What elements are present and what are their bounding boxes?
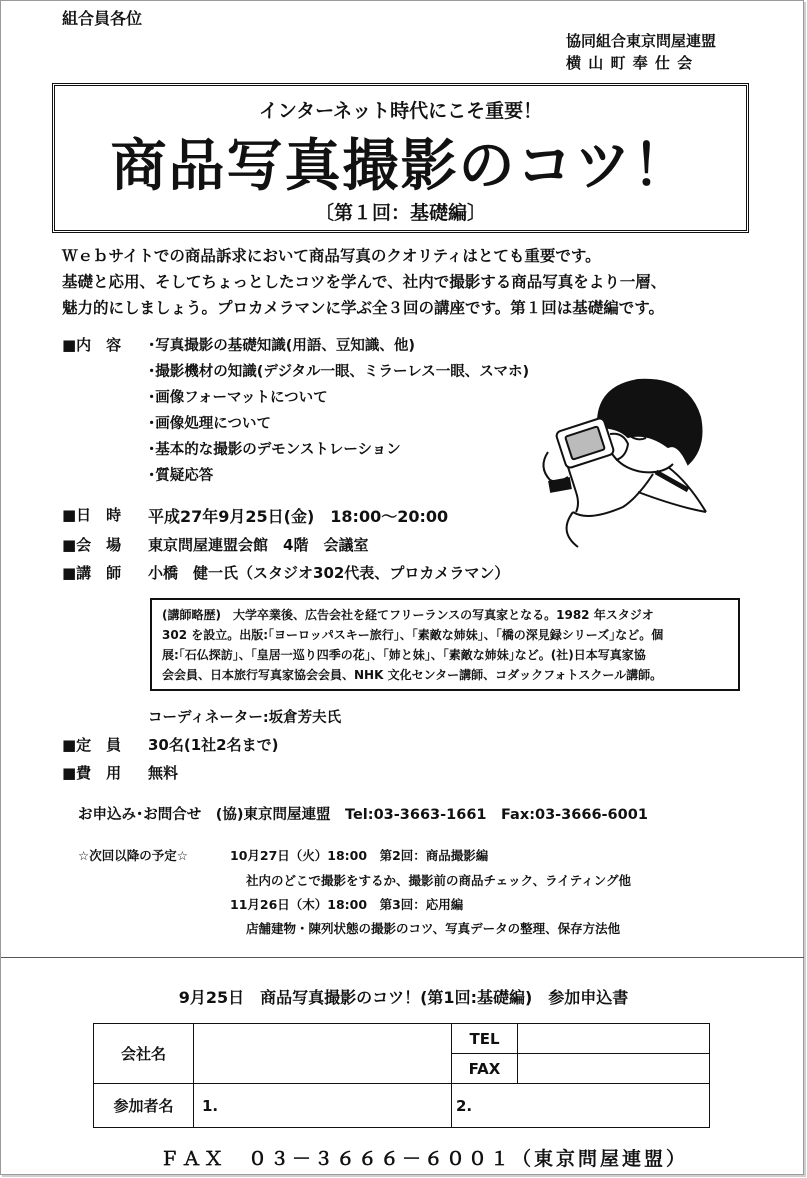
contents-item: ･質疑応答: [148, 468, 214, 484]
lecturer-bio: [150, 598, 740, 691]
organizer-name: 協同組合東京問屋連盟: [566, 32, 717, 50]
participant-2-input[interactable]: 2.: [452, 1084, 710, 1128]
contact-info: お申込み･お問合せ (協)東京問屋連盟 Tel:03-3663-1661 Fax:03-3666-6001: [78, 807, 648, 823]
bio-line: 展:｢石仏探訪｣、｢皇居一巡り四季の花｣、｢姉と妹｣、｢素敵な姉妹｣など。(社)日本写真家協: [162, 648, 646, 662]
bio-line: (講師略歴) 大学卒業後、広告会社を経てフリーランスの写真家となる。1982 年スタジオ: [162, 608, 654, 622]
capacity-value: 30名(1社2名まで): [148, 736, 279, 754]
form-title: 9月25日 商品写真撮影のコツ！(第1回:基礎編) 参加申込書: [178, 988, 629, 1007]
fax-footer: ＦＡＸ ０３－３６６６－６００１（東京問屋連盟）: [160, 1148, 689, 1170]
tel-label: TEL: [452, 1024, 518, 1054]
participant-label: 参加者名: [94, 1084, 194, 1128]
fax-input[interactable]: [518, 1054, 710, 1084]
contents-item: ･画像処理について: [148, 416, 271, 432]
addressee: 組合員各位: [62, 9, 143, 28]
fee-label: ■費 用: [62, 764, 122, 782]
schedule-label: ☆次回以降の予定☆: [78, 848, 188, 863]
session2-desc: 社内のどこで撮影をするか、撮影前の商品チェック、ライティング他: [246, 873, 632, 888]
bio-line: 会会員、日本旅行写真家協会会員、NHK 文化センター講師、コダックフォトスクール講師。: [162, 668, 663, 682]
main-title: 商品写真撮影のコツ！: [110, 134, 691, 199]
coordinator: コーディネーター:坂倉芳夫氏: [148, 710, 342, 726]
title-subheading: インターネット時代にこそ重要！: [258, 100, 543, 122]
contents-item: ･基本的な撮影のデモンストレーション: [148, 442, 401, 458]
company-input[interactable]: [194, 1024, 452, 1084]
lecturer-label: ■講 師: [62, 564, 122, 582]
session3-date: 11月26日（木）18:00 第3回：応用編: [230, 897, 464, 912]
capacity-label: ■定 員: [62, 736, 122, 754]
contents-item: ･撮影機材の知識(デジタル一眼、ミラーレス一眼、スマホ): [148, 364, 530, 380]
cut-line: [1, 957, 804, 958]
session2-date: 10月27日（火）18:00 第2回：商品撮影編: [230, 848, 489, 863]
title-edition: 〔第１回：基礎編〕: [314, 202, 486, 224]
title-box: [52, 83, 749, 233]
intro-line: 魅力的にしましょう。プロカメラマンに学ぶ全３回の講座です。第１回は基礎編です。: [62, 299, 665, 317]
participant-1-input[interactable]: 1.: [194, 1084, 452, 1128]
tel-input[interactable]: [518, 1024, 710, 1054]
intro-line: 基礎と応用、そしてちょっとしたコツを学んで、社内で撮影する商品写真をより一層、: [62, 273, 667, 291]
intro-text: [62, 243, 666, 321]
application-form: [93, 1023, 710, 1128]
fax-label: FAX: [452, 1054, 518, 1084]
contents-label: ■内 容: [62, 336, 122, 354]
photographer-icon: [543, 380, 706, 547]
contents-item: ･写真撮影の基礎知識(用語、豆知識、他): [148, 338, 416, 354]
organizer-group: 横 山 町 奉 仕 会: [566, 54, 694, 72]
intro-line: Ｗｅｂサイトでの商品訴求において商品写真のクオリティはとても重要です。: [62, 247, 601, 265]
photographer-illustration: [528, 372, 708, 552]
venue-label: ■会 場: [62, 536, 122, 554]
company-label: 会社名: [94, 1024, 194, 1084]
session3-desc: 店舗建物・陳列状態の撮影のコツ、写真データの整理、保存方法他: [246, 921, 621, 936]
bio-line: 302 を設立。出版:｢ヨーロッパスキー旅行｣、｢素敵な姉妹｣、｢橋の深見録シリーズ｣など。個: [162, 628, 664, 642]
datetime-label: ■日 時: [62, 506, 122, 524]
venue-value: 東京問屋連盟会館 4階 会議室: [148, 536, 369, 554]
fee-value: 無料: [148, 764, 179, 782]
lecturer-value: 小橋 健一氏（スタジオ302代表、プロカメラマン）: [148, 564, 510, 582]
contents-item: ･画像フォーマットについて: [148, 390, 328, 406]
datetime-value: 平成27年9月25日(金) 18:00～20:00: [148, 507, 449, 526]
